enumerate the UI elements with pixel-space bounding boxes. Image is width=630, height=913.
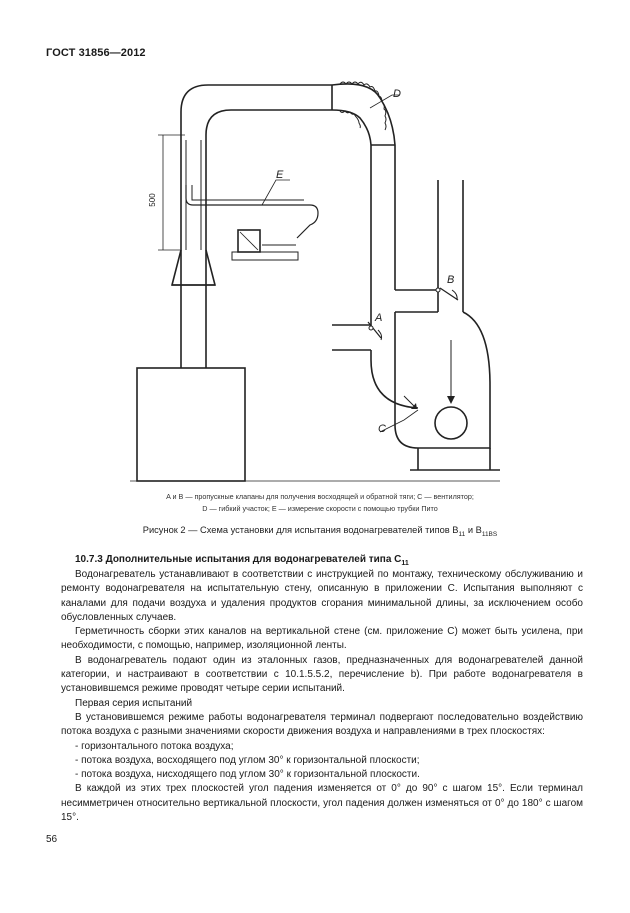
legend-line-2: D — гибкий участок; E — измерение скорости с помощью трубки Пито <box>202 504 438 513</box>
label-B: B <box>447 274 455 286</box>
list-item: - потока воздуха, нисходящего под углом 30° к горизонтальной плоскости. <box>75 769 420 781</box>
caption-sub-1: 11 <box>458 530 466 538</box>
figure-legend <box>100 491 540 515</box>
caption-sub-2: 11BS <box>481 530 498 538</box>
list-item: - горизонтального потока воздуха; <box>75 740 234 752</box>
list-item: - потока воздуха, восходящего под углом 30° к горизонтальной плоскости; <box>75 754 420 766</box>
body-text <box>61 568 583 825</box>
paragraph: Первая серия испытаний <box>75 697 193 709</box>
paragraph: В установившемся режиме работы водонагревателя терминал подвергают последовательно воздействию потока воздуха с разными значениями скорости движения воздуха и направлениями в трех плоскостях: <box>61 711 583 738</box>
section-title-main: 10.7.3 Дополнительные испытания для водонагревателей типа C <box>75 554 402 565</box>
caption-main: Рисунок 2 — Схема установки для испытания водонагревателей типов B <box>142 525 459 535</box>
paragraph: В каждой из этих трех плоскостей угол падения изменяется от 0° до 90° с шагом 15°. Если терминал несимметричен относительно вертикальной плоскости, угол падения должен изменяться от 0° до 180° с шагом 15°. <box>61 783 583 824</box>
caption-and: и B <box>465 525 482 535</box>
paragraph: В водонагреватель подают один из эталонных газов, предназначенных для водонагревателей данной категории, и настраивают в соответствии с 10.1.5.5.2, перечисление b). При работе водонагревателя в установившемся режиме проводят четыре серии испытаний. <box>61 654 583 695</box>
section-title-sub: 11 <box>401 560 409 567</box>
label-D: D <box>393 88 401 100</box>
label-C: C <box>378 423 386 435</box>
page-number: 56 <box>46 834 58 845</box>
dimension-label: 500 <box>148 193 157 207</box>
legend-line-1: A и B — пропускные клапаны для получения восходящей и обратной тяги; C — вентилятор; <box>166 492 474 501</box>
figure-caption <box>90 525 550 538</box>
paragraph: Водонагреватель устанавливают в соответствии с инструкцией по монтажу, техническому обслуживанию и ремонту водонагревателя на испытательную стену, описанную в приложении С. Испытания выполняют с каналами для подачи воздуха и удаления продуктов сгорания минимальной длины, за исключением особо обусловленных случаев. <box>61 569 583 623</box>
section-title <box>75 554 409 567</box>
paragraph: Герметичность сборки этих каналов на вертикальной стене (см. приложение С) может быть усилена, при необходимости, с помощью, например, изоляционной ленты. <box>61 626 583 652</box>
label-A: A <box>375 312 383 324</box>
label-E: E <box>276 169 284 181</box>
standard-header: ГОСТ 31856—2012 <box>46 47 146 59</box>
